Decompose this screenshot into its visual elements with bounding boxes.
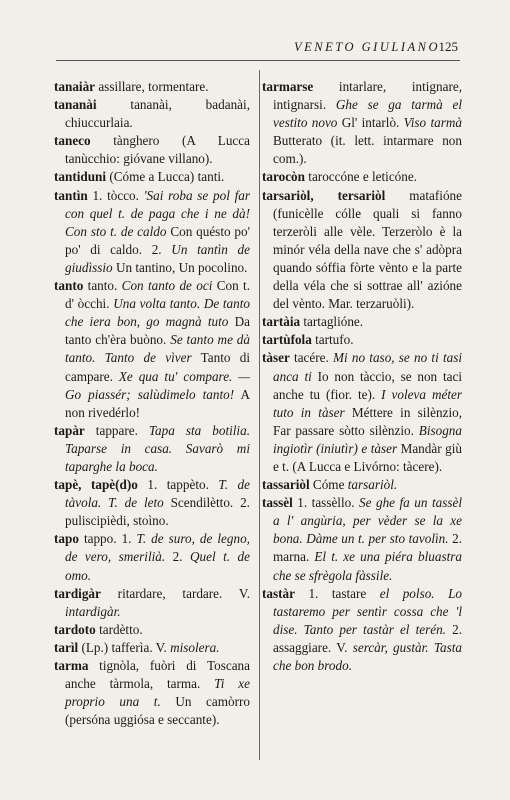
entry-headword: tassèl [262, 495, 293, 511]
dictionary-entry [262, 331, 462, 349]
entry-headword: tàser [262, 350, 290, 366]
entry-text: tardètto. [95, 621, 143, 637]
dictionary-entry [54, 168, 250, 186]
entry-example: T. de suro, de legno, de vero, smerilià. [65, 531, 250, 565]
entry-text: Mandàr giù e t. (A Lucca e Livórno: tàcere). [273, 440, 462, 474]
entry-example: Ti xe proprio una t. [65, 676, 250, 710]
entry-example: T. de tàvola. T. de leto [65, 477, 250, 511]
entry-text: tanto. [83, 278, 122, 294]
dictionary-entry [262, 349, 462, 476]
entry-text: Un camòrro (persóna uggiósa e seccante). [65, 694, 250, 728]
entry-example: Un tantìn de giudìssio [65, 241, 250, 275]
entry-headword: tarìl [54, 639, 79, 655]
entry-example: Viso tarmà [403, 115, 462, 131]
right-column [262, 78, 462, 675]
entry-example: tarsariòl. [347, 477, 398, 493]
entry-example: El t. xe una piéra bluastra che se sfrègola fàssile. [273, 549, 462, 583]
entry-text: 1. tappèto. [137, 477, 219, 493]
entry-text: A non rivedérlo! [65, 386, 250, 420]
dictionary-entry [54, 621, 250, 639]
entry-text: (Cóme a Lucca) tanti. [106, 169, 225, 185]
dictionary-entry [54, 585, 250, 621]
entry-headword: tassariòl [262, 477, 310, 493]
entry-example: Quel t. de omo. [65, 549, 251, 583]
dictionary-entry [262, 78, 462, 168]
entry-headword: tantiduni [54, 169, 107, 185]
entry-example: Xe qua tu' compare. — Go piassér; salùdimelo tanto! [65, 368, 250, 402]
entry-text: Gl' intarlò. [337, 115, 404, 131]
entry-headword: tarmarse [262, 79, 314, 94]
entry-headword: tastàr [262, 585, 295, 601]
entry-text: Tanto di campare. [65, 350, 250, 384]
entry-text: Io non tàccio, se non taci anche tu (fior. te). [273, 368, 462, 402]
entry-headword: tananài [54, 97, 97, 113]
entry-example: Se ghe fa un tassèl a l' angùria, per vèder se la xe bona. Dàme un t. per sto tavolìn. [273, 495, 462, 547]
entry-text: tananài, badanài, chiuccurlaia. [65, 97, 250, 131]
dictionary-entry [262, 494, 462, 584]
entry-text: Cóme [309, 477, 348, 493]
entry-text: tacére. [289, 350, 334, 366]
entry-headword: tanaiàr [54, 79, 96, 94]
entry-text: tànghero (A Lucca tanùcchio: gióvane villano). [65, 133, 250, 167]
entry-text: Un tantino, Un pocolino. [112, 259, 248, 275]
entry-headword: tapàr [54, 422, 85, 438]
entry-headword: tarsariòl, tersariòl [262, 187, 386, 203]
entry-text: tignòla, fuòri di Toscana anche tàrmola, tarma. [65, 658, 250, 692]
entry-text: 1. tastare [294, 585, 380, 601]
entry-headword: tapè, tapè(d)o [54, 477, 138, 493]
entry-example: 'Sai roba se pol far con quel t. de paga che i ne dà! Con sto t. de caldo [65, 187, 250, 239]
entry-example: Una volta tanto. De tanto che iera bon, go magnà tuto [65, 296, 250, 330]
dictionary-entry [262, 187, 462, 314]
entry-example: Bisogna ingiotìr (iniutìr) e tàser [273, 422, 462, 456]
entry-text: intarlare, intignare, intignarsi. [273, 79, 462, 113]
entry-example: I voleva méter tuto in tàser [273, 386, 462, 420]
dictionary-entry [262, 313, 462, 331]
dictionary-entry [54, 187, 250, 277]
entry-text: 2. assaggiare. V. [273, 621, 462, 655]
entry-example: Con tanto de oci [121, 278, 213, 294]
entry-example: Tapa sta botilia. Taparse in casa. Savarò mi taparghe la boca. [65, 422, 250, 474]
entry-example: Ghe se ga tarmà el vestito novo [273, 97, 462, 131]
entry-text: Da tanto ch'èra buòno. [65, 314, 250, 348]
entry-headword: tartàia [262, 314, 301, 330]
entry-text: 1. tòcco. [87, 187, 144, 203]
entry-headword: tartùfola [262, 332, 312, 348]
entry-example: Mi no taso, se no ti tasi anca ti [273, 350, 463, 384]
entry-text: taroccóne e leticóne. [304, 169, 418, 185]
dictionary-entry [54, 132, 250, 168]
entry-example: intardigàr. [65, 603, 121, 619]
entry-headword: tantìn [54, 187, 88, 203]
dictionary-entry [262, 168, 462, 186]
entry-headword: tarocòn [262, 169, 305, 185]
entry-headword: tanto [54, 278, 84, 294]
entry-headword: tarma [54, 658, 89, 673]
dictionary-entry [54, 657, 250, 729]
running-title: VENETO GIULIANO [294, 40, 440, 54]
dictionary-entry [54, 78, 250, 96]
dictionary-entry [54, 639, 250, 657]
entry-text: tartaglióne. [300, 314, 364, 330]
entry-text: 2. marna. [273, 531, 462, 565]
entry-text: tartufo. [311, 332, 354, 348]
entry-text: Con t. d' òcchi. [65, 278, 250, 312]
dictionary-entry [54, 476, 250, 530]
entry-text: Butterato (it. lett. intarmare non com.). [273, 133, 462, 167]
entry-text: Con quésto po' po' di caldo. 2. [65, 223, 250, 257]
dictionary-entry [262, 476, 462, 494]
dictionary-entry [54, 422, 250, 476]
dictionary-entry [54, 277, 250, 422]
entry-headword: tapo [54, 531, 79, 547]
page-number: 125 [438, 39, 458, 54]
entry-example: misolera. [170, 639, 220, 655]
entry-headword: taneco [54, 133, 91, 149]
entry-example: Se tanto me dà tanto. Tanto de vìver [65, 332, 250, 366]
left-column [54, 78, 250, 729]
entry-example: sercàr, gustàr. Tasta che bon brodo. [273, 639, 462, 673]
entry-headword: tardigàr [54, 585, 101, 601]
entry-text: 2. [165, 549, 191, 565]
dictionary-entry [262, 585, 462, 675]
entry-text: 1. tassèllo. [292, 495, 360, 511]
entry-text: ritardare, tardare. V. [100, 585, 250, 601]
header-rule [56, 60, 460, 61]
entry-text: tappo. 1. [78, 531, 137, 547]
dictionary-entry [54, 96, 250, 132]
entry-text: matafióne (funicèlle cólle quali si fanno terzeròli alle vèle. Terzeròlo è la minór véla della nave che s' adòpra quando sóffia fòrte vènto e la parte della véla che si sottrae all' azióne del vènto. Mar. terzaruòli). [273, 187, 462, 312]
entry-headword: tardoto [54, 621, 96, 637]
entry-text: Scendilètto. 2. puliscipièdi, stoìno. [65, 495, 250, 529]
entry-text: Méttere in silènzio, Far passare sòtto silènzio. [273, 404, 462, 438]
entry-example: el polso. Lo tastaremo per sentìr cossa che 'l dise. Tanto per tastàr el terén. [273, 585, 462, 637]
column-divider [259, 70, 260, 760]
entry-text: tappare. [84, 422, 149, 438]
dictionary-entry [54, 530, 250, 584]
entry-text: (Lp.) tafferìa. V. [78, 639, 171, 655]
entry-text: assillare, tormentare. [95, 79, 209, 94]
